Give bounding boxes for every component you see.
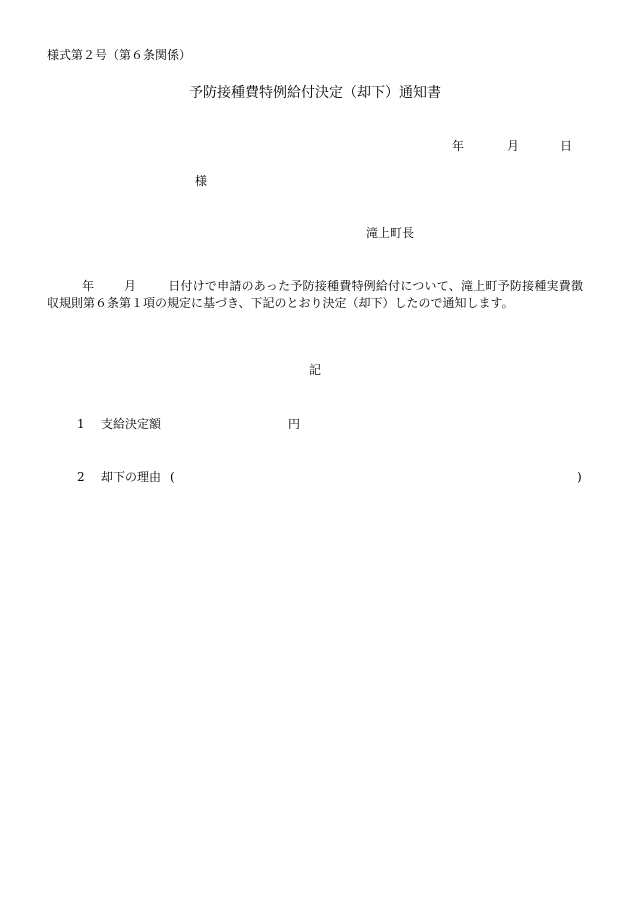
body-year-label: 年 xyxy=(81,279,94,293)
item-1-label: 支給決定額 xyxy=(101,417,162,431)
date-day-label: 日 xyxy=(560,139,573,153)
item-2-label: 却下の理由 xyxy=(101,470,162,484)
item-1-number: 1 xyxy=(77,417,85,431)
date-month-label: 月 xyxy=(507,139,520,153)
date-year-label: 年 xyxy=(452,139,465,153)
ki-heading: 記 xyxy=(308,363,321,377)
addressee-suffix: 様 xyxy=(195,174,208,188)
body-text: 日付けで申請のあった予防接種費特例給付について、滝上町予防接種実費徴収規則第６条第１項の規定に基づき、下記のとおり決定（却下）したので通知します。 xyxy=(47,279,583,310)
body-month-label: 月 xyxy=(123,279,136,293)
document-title: 予防接種費特例給付決定（却下）通知書 xyxy=(189,85,441,101)
issuer-name: 滝上町長 xyxy=(366,226,415,240)
body-paragraph xyxy=(47,278,583,312)
item-2-close-paren: ) xyxy=(577,470,582,484)
form-number: 様式第２号（第６条関係） xyxy=(47,48,192,62)
item-2-number: 2 xyxy=(77,470,85,484)
item-2-open-paren: ( xyxy=(170,470,175,484)
item-1-unit: 円 xyxy=(288,417,301,431)
